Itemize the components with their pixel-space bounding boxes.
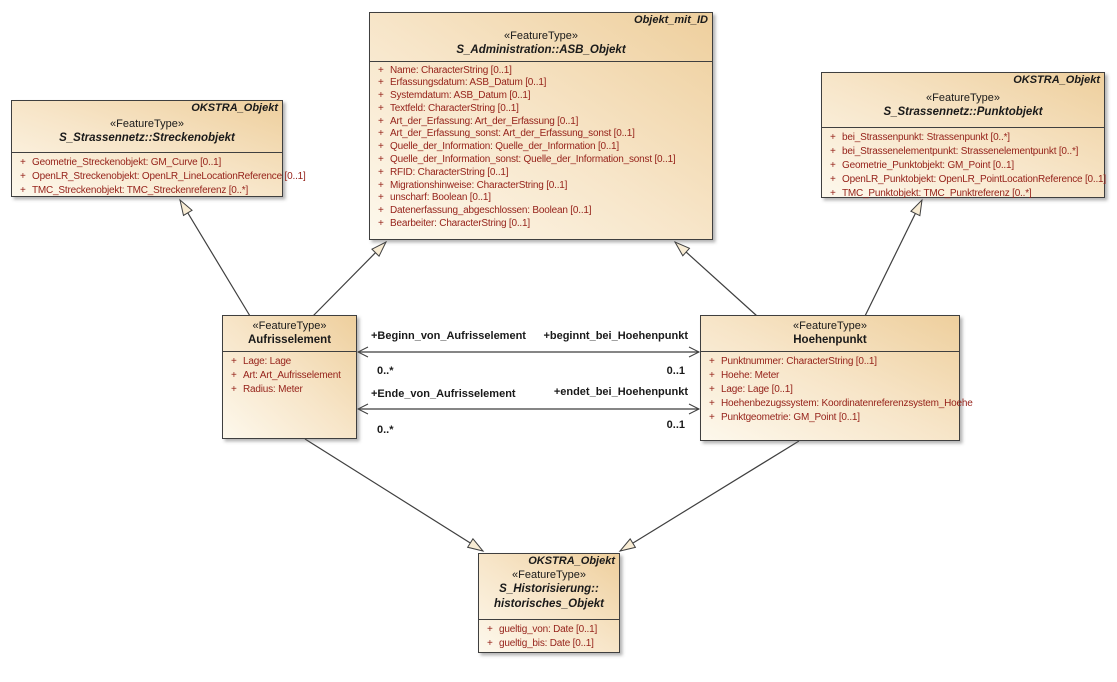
class-name: S_Historisierung:: bbox=[499, 583, 599, 595]
class-box-asb-objekt[interactable] bbox=[369, 12, 713, 240]
class-box-aufrisselement[interactable] bbox=[222, 315, 357, 439]
attribute: + Quelle_der_Information: Quelle_der_Information [0..1] bbox=[378, 141, 619, 153]
parent-classifier-label: OKSTRA_Objekt bbox=[528, 555, 615, 567]
class-name: S_Strassennetz::Punktobjekt bbox=[883, 106, 1043, 118]
attribute: + Geometrie_Punktobjekt: GM_Point [0..1] bbox=[830, 159, 1014, 171]
class-header bbox=[12, 101, 282, 152]
stereotype-label: «FeatureType» bbox=[110, 118, 184, 130]
stereotype-label: «FeatureType» bbox=[504, 30, 578, 42]
attributes-compartment bbox=[822, 127, 1104, 201]
class-box-punktobjekt[interactable] bbox=[821, 72, 1105, 198]
generalization-aufrisselement-historisches-objekt bbox=[305, 439, 483, 551]
generalization-hoehenpunkt-historisches-objekt bbox=[620, 441, 799, 551]
attributes-compartment bbox=[370, 61, 712, 231]
stereotype-label: «FeatureType» bbox=[512, 569, 586, 581]
attributes-compartment bbox=[223, 351, 356, 397]
role-label-beginnt-bei-hoehenpunkt: +beginnt_bei_Hoehenpunkt bbox=[543, 330, 688, 342]
attribute: + TMC_Punktobjekt: TMC_Punktreferenz [0..*] bbox=[830, 187, 1032, 199]
attribute: + Art_der_Erfassung: Art_der_Erfassung [0..1] bbox=[378, 115, 579, 127]
attribute: + Name: CharacterString [0..1] bbox=[378, 64, 512, 76]
generalization-hoehenpunkt-punktobjekt bbox=[865, 200, 922, 316]
attribute: + gueltig_bis: Date [0..1] bbox=[487, 637, 594, 649]
attribute: + Art: Art_Aufrisselement bbox=[231, 369, 341, 381]
multiplicity-beginn-source: 0..* bbox=[377, 365, 394, 377]
attribute: + OpenLR_Punktobjekt: OpenLR_PointLocationReference [0..1] bbox=[830, 173, 1106, 185]
attribute: + Hoehenbezugssystem: Koordinatenreferenzsystem_Hoehe bbox=[709, 397, 973, 409]
class-name: Aufrisselement bbox=[247, 334, 332, 346]
attribute: + bei_Strassenelementpunkt: Strassenelementpunkt [0..*] bbox=[830, 145, 1079, 157]
class-header bbox=[479, 554, 619, 619]
attribute: + Lage: Lage [0..1] bbox=[709, 383, 793, 395]
attribute: + Quelle_der_Information_sonst: Quelle_der_Information_sonst [0..1] bbox=[378, 154, 676, 166]
attribute: + Migrationshinweise: CharacterString [0..1] bbox=[378, 179, 568, 191]
attribute: + Radius: Meter bbox=[231, 383, 303, 395]
multiplicity-ende-target: 0..1 bbox=[666, 419, 685, 431]
attribute: + Lage: Lage bbox=[231, 355, 292, 367]
class-header bbox=[822, 73, 1104, 127]
class-box-historisches-objekt[interactable] bbox=[478, 553, 620, 653]
attribute: + RFID: CharacterString [0..1] bbox=[378, 166, 509, 178]
attribute: + Bearbeiter: CharacterString [0..1] bbox=[378, 218, 530, 230]
class-name: Hoehenpunkt bbox=[793, 334, 867, 346]
attribute: + Textfeld: CharacterString [0..1] bbox=[378, 102, 519, 114]
attributes-compartment bbox=[12, 152, 306, 198]
class-name-line2: historisches_Objekt bbox=[494, 598, 604, 610]
stereotype-label: «FeatureType» bbox=[926, 92, 1000, 104]
attribute: + Art_der_Erfassung_sonst: Art_der_Erfassung_sonst [0..1] bbox=[378, 128, 635, 140]
class-name: S_Strassennetz::Streckenobjekt bbox=[59, 132, 235, 144]
parent-classifier-label: Objekt_mit_ID bbox=[634, 14, 708, 26]
attribute: + Punktnummer: CharacterString [0..1] bbox=[709, 355, 877, 367]
stereotype-label: «FeatureType» bbox=[252, 320, 327, 332]
generalization-hoehenpunkt-asb-objekt bbox=[675, 242, 757, 316]
stereotype-label: «FeatureType» bbox=[793, 320, 867, 332]
attribute: + OpenLR_Streckenobjekt: OpenLR_LineLocationReference [0..1] bbox=[20, 170, 306, 182]
parent-classifier-label: OKSTRA_Objekt bbox=[191, 102, 278, 114]
class-header bbox=[701, 316, 959, 351]
attribute: + unscharf: Boolean [0..1] bbox=[378, 192, 491, 204]
class-box-streckenobjekt[interactable] bbox=[11, 100, 306, 197]
attribute: + Datenerfassung_abgeschlossen: Boolean [0..1] bbox=[378, 205, 592, 217]
role-label-endet-bei-hoehenpunkt: +endet_bei_Hoehenpunkt bbox=[553, 386, 688, 398]
attribute: + Punktgeometrie: GM_Point [0..1] bbox=[709, 411, 860, 423]
attribute: + Systemdatum: ASB_Datum [0..1] bbox=[378, 90, 531, 102]
attribute: + TMC_Streckenobjekt: TMC_Streckenreferenz [0..*] bbox=[20, 184, 249, 196]
multiplicity-ende-source: 0..* bbox=[377, 424, 394, 436]
attribute: + gueltig_von: Date [0..1] bbox=[487, 623, 598, 635]
attribute: + Erfassungsdatum: ASB_Datum [0..1] bbox=[378, 77, 547, 89]
role-label-ende-von-aufrisselement: +Ende_von_Aufrisselement bbox=[371, 388, 516, 400]
class-header bbox=[370, 13, 712, 61]
class-header bbox=[223, 316, 356, 351]
multiplicity-beginn-target: 0..1 bbox=[666, 365, 685, 377]
generalization-aufrisselement-asb-objekt bbox=[313, 242, 386, 316]
attributes-compartment bbox=[701, 351, 973, 425]
role-label-beginn-von-aufrisselement: +Beginn_von_Aufrisselement bbox=[371, 330, 526, 342]
generalization-aufrisselement-streckenobjekt bbox=[180, 200, 250, 316]
attributes-compartment bbox=[479, 619, 619, 651]
attribute: + bei_Strassenpunkt: Strassenpunkt [0..*] bbox=[830, 131, 1010, 143]
attribute: + Geometrie_Streckenobjekt: GM_Curve [0..1] bbox=[20, 156, 222, 168]
attribute: + Hoehe: Meter bbox=[709, 369, 780, 381]
class-name: S_Administration::ASB_Objekt bbox=[456, 44, 626, 56]
parent-classifier-label: OKSTRA_Objekt bbox=[1013, 74, 1100, 86]
class-box-hoehenpunkt[interactable] bbox=[700, 315, 973, 441]
